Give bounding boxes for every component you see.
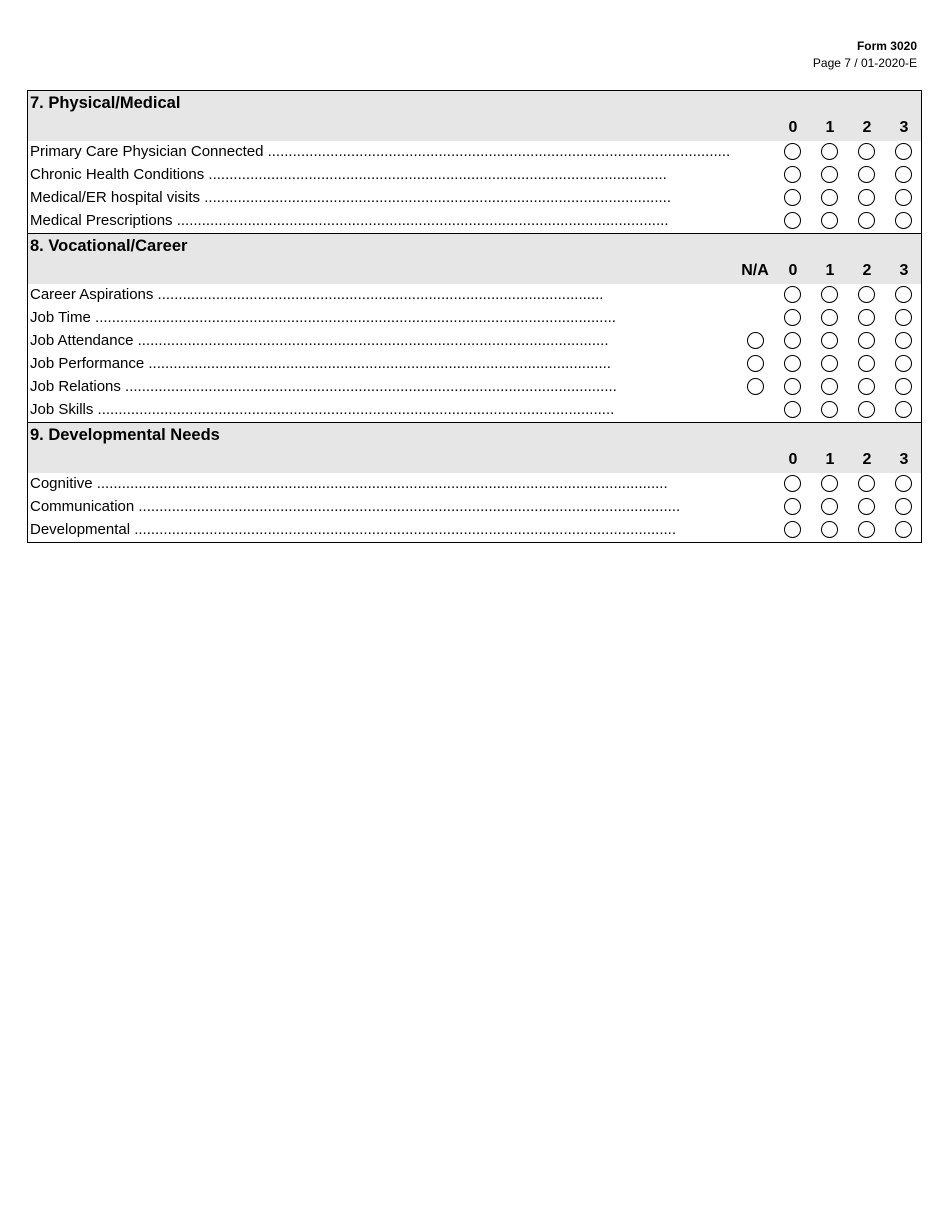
rating-row-label: Chronic Health Conditions .............................................................................................................. — [30, 166, 667, 183]
radio-score-3[interactable] — [895, 401, 912, 418]
section-header — [28, 423, 921, 473]
radio-score-2[interactable] — [858, 355, 875, 372]
assessment-form — [27, 90, 922, 543]
radio-na[interactable] — [747, 378, 764, 395]
radio-score-3[interactable] — [895, 143, 912, 160]
radio-na[interactable] — [747, 332, 764, 349]
section-title: 8. Vocational/Career — [30, 237, 188, 255]
radio-score-1[interactable] — [821, 355, 838, 372]
radio-score-1[interactable] — [821, 475, 838, 492]
radio-score-0[interactable] — [784, 378, 801, 395]
column-header-3: 3 — [899, 262, 909, 279]
rating-row-label: Job Relations ...................................................................................................................... — [30, 378, 617, 395]
radio-score-2[interactable] — [858, 309, 875, 326]
radio-score-3[interactable] — [895, 189, 912, 206]
radio-score-3[interactable] — [895, 309, 912, 326]
rating-row-label: Job Attendance ................................................................................................................. — [30, 332, 609, 349]
radio-score-0[interactable] — [784, 332, 801, 349]
column-header-0: 0 — [788, 451, 798, 468]
radio-score-1[interactable] — [821, 332, 838, 349]
rating-row — [28, 284, 921, 307]
rating-row-label: Developmental .................................................................................................................................. — [30, 521, 676, 538]
radio-score-3[interactable] — [895, 212, 912, 229]
radio-score-2[interactable] — [858, 498, 875, 515]
radio-score-2[interactable] — [858, 189, 875, 206]
radio-score-1[interactable] — [821, 143, 838, 160]
radio-score-1[interactable] — [821, 498, 838, 515]
column-header-1: 1 — [825, 262, 835, 279]
radio-score-3[interactable] — [895, 498, 912, 515]
rating-row-label: Primary Care Physician Connected ............................................................................................................... — [30, 143, 731, 160]
column-header-3: 3 — [899, 119, 909, 136]
radio-score-0[interactable] — [784, 309, 801, 326]
radio-score-3[interactable] — [895, 166, 912, 183]
rating-row — [28, 141, 921, 164]
rating-row — [28, 187, 921, 210]
radio-score-1[interactable] — [821, 309, 838, 326]
column-header-1: 1 — [825, 119, 835, 136]
rating-row — [28, 399, 921, 422]
rating-row — [28, 210, 921, 233]
column-header-1: 1 — [825, 451, 835, 468]
radio-score-0[interactable] — [784, 355, 801, 372]
radio-score-0[interactable] — [784, 521, 801, 538]
column-header-2: 2 — [862, 451, 872, 468]
radio-score-1[interactable] — [821, 521, 838, 538]
radio-score-1[interactable] — [821, 401, 838, 418]
radio-score-1[interactable] — [821, 378, 838, 395]
radio-score-0[interactable] — [784, 286, 801, 303]
rating-row-label: Medical/ER hospital visits ................................................................................................................ — [30, 189, 671, 206]
rating-row-label: Job Performance ............................................................................................................... — [30, 355, 611, 372]
radio-score-0[interactable] — [784, 189, 801, 206]
rating-row-label: Cognitive ......................................................................................................................................... — [30, 475, 668, 492]
radio-score-3[interactable] — [895, 332, 912, 349]
radio-na[interactable] — [747, 355, 764, 372]
radio-score-1[interactable] — [821, 166, 838, 183]
rating-row-label: Communication .................................................................................................................................. — [30, 498, 681, 515]
section-title: 9. Developmental Needs — [30, 426, 220, 444]
radio-score-1[interactable] — [821, 189, 838, 206]
rating-row — [28, 307, 921, 330]
radio-score-2[interactable] — [858, 143, 875, 160]
section-header — [28, 91, 921, 141]
radio-score-3[interactable] — [895, 355, 912, 372]
form-number: Form 3020 — [856, 39, 917, 53]
column-header-na: N/A — [741, 262, 769, 279]
radio-score-2[interactable] — [858, 401, 875, 418]
column-header-2: 2 — [862, 119, 872, 136]
radio-score-3[interactable] — [895, 286, 912, 303]
radio-score-0[interactable] — [784, 401, 801, 418]
section-title: 7. Physical/Medical — [30, 94, 181, 112]
radio-score-0[interactable] — [784, 475, 801, 492]
radio-score-2[interactable] — [858, 378, 875, 395]
radio-score-1[interactable] — [821, 212, 838, 229]
rating-row — [28, 353, 921, 376]
radio-score-2[interactable] — [858, 332, 875, 349]
rating-row — [28, 164, 921, 187]
rating-row-label: Job Skills ............................................................................................................................ — [30, 401, 615, 418]
radio-score-2[interactable] — [858, 166, 875, 183]
radio-score-1[interactable] — [821, 286, 838, 303]
radio-score-0[interactable] — [784, 166, 801, 183]
radio-score-2[interactable] — [858, 286, 875, 303]
section-9 — [28, 422, 921, 542]
radio-score-0[interactable] — [784, 212, 801, 229]
radio-score-3[interactable] — [895, 378, 912, 395]
column-header-0: 0 — [788, 262, 798, 279]
radio-score-3[interactable] — [895, 475, 912, 492]
radio-score-2[interactable] — [858, 521, 875, 538]
radio-score-2[interactable] — [858, 212, 875, 229]
page-info: Page 7 / 01-2020-E — [812, 56, 917, 70]
column-header-2: 2 — [862, 262, 872, 279]
rating-row-label: Medical Prescriptions ...................................................................................................................... — [30, 212, 669, 229]
rating-row-label: Career Aspirations ........................................................................................................... — [30, 286, 604, 303]
column-header-3: 3 — [899, 451, 909, 468]
rating-row — [28, 473, 921, 496]
column-header-0: 0 — [788, 119, 798, 136]
radio-score-0[interactable] — [784, 498, 801, 515]
section-header — [28, 234, 921, 284]
section-8 — [28, 233, 921, 422]
rating-row-label: Job Time ............................................................................................................................. — [30, 309, 616, 326]
radio-score-3[interactable] — [895, 521, 912, 538]
rating-row — [28, 376, 921, 399]
rating-row — [28, 330, 921, 353]
rating-row — [28, 519, 921, 542]
rating-row — [28, 496, 921, 519]
section-7 — [28, 91, 921, 233]
radio-score-0[interactable] — [784, 143, 801, 160]
radio-score-2[interactable] — [858, 475, 875, 492]
